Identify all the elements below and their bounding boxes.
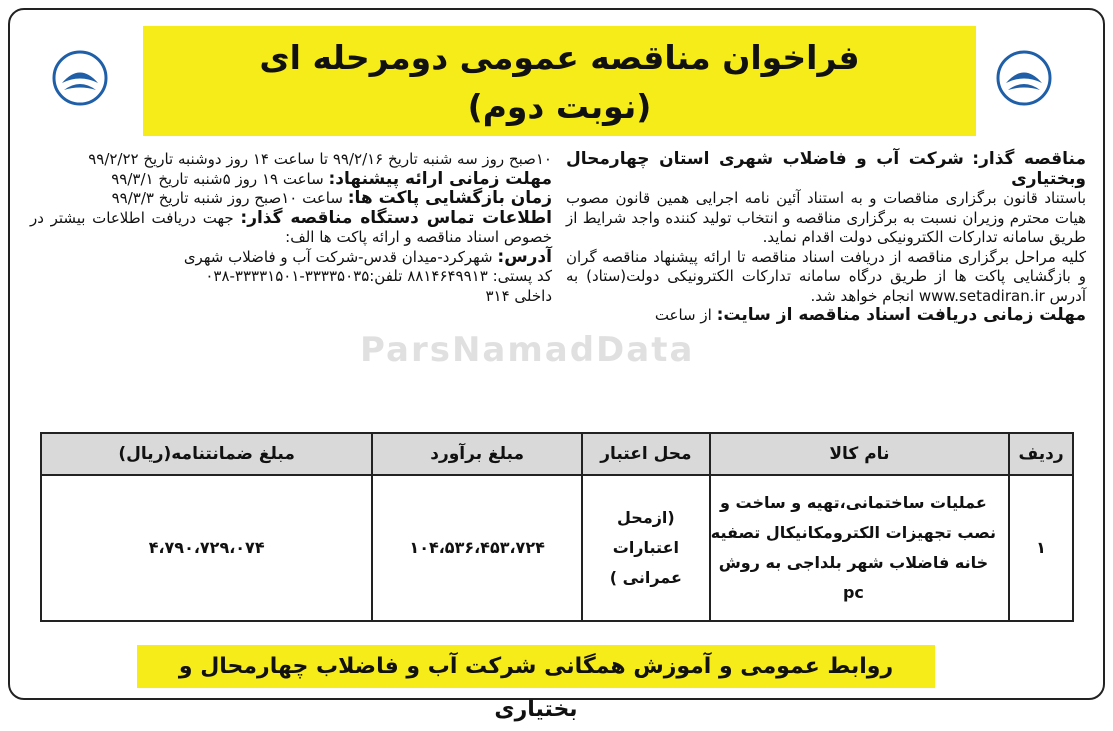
organizer-value: شرکت آب و فاضلاب شهری استان چهارمحال وبختیاری: [566, 149, 1086, 189]
notice-title: فراخوان مناقصه عمومی دومرحله ای: [259, 38, 860, 77]
contact-label: اطلاعات تماس دستگاه مناقصه گذار:: [240, 207, 552, 228]
extension: داخلی ۳۱۴: [485, 286, 552, 305]
cell-row-number: ۱: [1009, 475, 1073, 621]
header-goods: نام کالا: [710, 433, 1009, 475]
deadline-paragraph: [30, 170, 552, 190]
title-banner: [143, 26, 976, 136]
receive-label: مهلت زمانی دریافت اسناد مناقصه از سایت:: [716, 305, 1086, 325]
receive-paragraph: [566, 306, 1086, 326]
header-guarantee: مبلغ ضمانتنامه(ریال): [41, 433, 372, 475]
table-header-row: [41, 433, 1073, 475]
table-row: [41, 475, 1073, 621]
organizer-label: مناقصه گذار:: [972, 149, 1087, 169]
opening-paragraph: [30, 189, 552, 209]
receive-value: از ساعت: [654, 306, 712, 324]
header-row-number: ردیف: [1009, 433, 1073, 475]
receive-continued: ۱۰صبح روز سه شنبه تاریخ ۹۹/۲/۱۶ تا ساعت ۱۴ روز دوشنبه تاریخ ۹۹/۲/۲۲: [88, 150, 552, 168]
notice-subtitle: (نوبت دوم): [467, 87, 652, 126]
address-value: شهرکرد-میدان قدس-شرکت آب و فاضلاب شهری: [183, 247, 493, 266]
header-credit-source: محل اعتبار: [582, 433, 710, 475]
watermark: ParsNamadData: [360, 330, 695, 370]
deadline-value: ساعت ۱۹ روز ۵شنبه تاریخ ۹۹/۳/۱: [111, 169, 324, 188]
cell-credit-source: (ازمحل اعتبارات عمرانی ): [582, 475, 710, 621]
deadline-label: مهلت زمانی ارائه پیشنهاد:: [328, 168, 552, 189]
opening-value: ساعت ۱۰صبح روز شنبه تاریخ ۹۹/۳/۳: [111, 189, 343, 207]
right-column: [566, 150, 1086, 326]
contact-paragraph: [30, 209, 552, 248]
postal-phone: کد پستی: ۸۸۱۴۶۴۹۹۱۳ تلفن:۳۳۳۳۵۰۳۵-۳۳۳۳۱۵۰۱-۰۳۸: [205, 267, 552, 285]
footer-banner: روابط عمومی و آموزش همگانی شرکت آب و فاضلاب چهارمحال و بختیاری: [137, 645, 935, 688]
water-company-logo-icon: [996, 50, 1052, 106]
opening-label: زمان بازگشایی پاکت ها:: [347, 188, 552, 208]
address-label: آدرس:: [497, 246, 552, 267]
header-estimate: مبلغ برآورد: [372, 433, 582, 475]
left-column: [30, 150, 552, 306]
items-table: [40, 432, 1074, 622]
address-paragraph: [30, 248, 552, 268]
cell-estimate: ۱۰۴،۵۳۶،۴۵۳،۷۲۴: [372, 475, 582, 621]
cell-guarantee: ۴،۷۹۰،۷۲۹،۰۷۴: [41, 475, 372, 621]
cell-goods: عملیات ساختمانی،تهیه و ساخت و نصب تجهیزات الکترومکانیکال تصفیه خانه فاضلاب شهر بلداجی به روش pc: [710, 475, 1009, 621]
water-company-logo-icon: [52, 50, 108, 106]
organizer-paragraph: [566, 150, 1086, 189]
contact-value: جهت دریافت اطلاعات بیشتر در خصوص اسناد مناقصه و ارائه پاکت ها الف:: [30, 208, 552, 246]
intro-paragraph: باستناد قانون برگزاری مناقصات و به استناد آئین نامه اجرایی همین قانون مصوب هیات محترم وزیران نسبت به برگزاری مناقصه و انتخاب تولید کننده واجد شرایط از طریق سامانه تدارکات الکترونیکی دولت اقدام نماید.: [566, 189, 1086, 246]
process-paragraph: کلیه مراحل برگزاری مناقصه از دریافت اسناد مناقصه تا ارائه پیشنهاد مناقصه گران و بازگشایی پاکت ها از طریق درگاه سامانه تدارکات الکترونیکی دولت(ستاد) به آدرس www.setadiran.ir انجام خواهد شد.: [566, 247, 1086, 305]
